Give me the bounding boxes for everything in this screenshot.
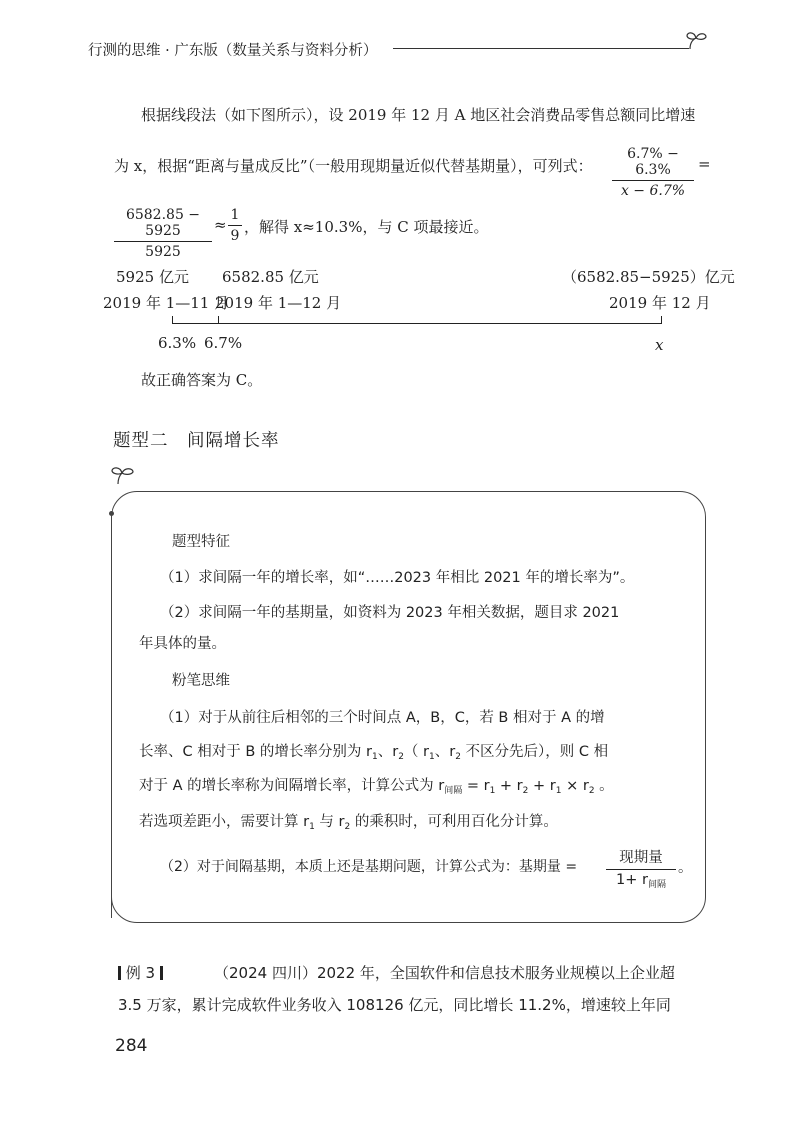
- timeline-amount-right: （6582.85−5925）亿元: [562, 268, 735, 286]
- fraction-numerator: 6582.85 − 5925: [114, 207, 212, 242]
- box-dot: [109, 511, 114, 516]
- example-line-2: 3.5 万家，累计完成软件业务收入 108126 亿元，同比增长 11.2%，增速较上年同: [118, 996, 671, 1014]
- feature-item-2-line-1: （2）求间隔一年的基期量，如资料为 2023 年相关数据，题目求 2021: [160, 605, 620, 621]
- thinking-item-1-line-1: （1）对于从前往后相邻的三个时间点 A，B，C，若 B 相对于 A 的增: [160, 710, 605, 726]
- fraction-rate-diff: [612, 146, 694, 199]
- base-period-fraction: [606, 846, 676, 890]
- example-label: 例 3: [118, 962, 163, 983]
- sprout-icon: [108, 463, 136, 485]
- fraction-denominator: 9: [230, 228, 240, 244]
- fraction-denominator: 5925: [145, 244, 181, 260]
- timeline-rate-left: 6.3%: [158, 334, 197, 352]
- example-bar-right: [160, 966, 163, 980]
- solution-line-1: 根据线段法（如下图所示），设 2019 年 12 月 A 地区社会消费品零售总额同比增速: [141, 106, 696, 124]
- thinking-item-1-line-3: 对于 A 的增长率称为间隔增长率，计算公式为 $r_{间隔} = r_1 + r_2 + r_1 \times r_2$ 。: [139, 778, 614, 796]
- timeline-tick-mid: [218, 316, 219, 324]
- timeline-date-right: 2019 年 12 月: [609, 294, 711, 312]
- fraction-numerator: 1: [228, 207, 242, 226]
- equals-sign: =: [698, 155, 711, 173]
- box-left-edge: [111, 513, 112, 918]
- solution-line-3: ，解得 x≈10.3%，与 C 项最接近。: [244, 218, 489, 236]
- approx-sign: ≈: [214, 216, 227, 234]
- thinking-item-1-line-4: 若选项差距小，需要计算 $r_1$ 与 $r_2$ 的乘积时，可利用百化分计算。: [139, 814, 558, 832]
- fraction-amount-diff: [114, 207, 212, 260]
- feature-item-2-line-2: 年具体的量。: [139, 636, 226, 652]
- timeline-amount-mid: 6582.85 亿元: [222, 268, 319, 286]
- solution-line-2: 为 x，根据“距离与量成反比”（一般用现期量近似代替基期量），可列式：: [114, 157, 593, 175]
- header-rule: [393, 48, 689, 49]
- timeline-date-mid: 2019 年 1—12 月: [215, 294, 342, 312]
- thinking-item-1-line-2: 长率、C 相对于 B 的增长率分别为 $r_1$、$r_2$（ $r_1$、$r_2$ 不区分先后），则 C 相: [139, 744, 609, 762]
- fraction-numerator: 现期量: [606, 846, 676, 870]
- page-number: 284: [115, 1036, 148, 1056]
- solution-conclusion: 故正确答案为 C。: [141, 371, 263, 389]
- formula-end-punct: 。: [678, 860, 693, 876]
- example-bar-left: [118, 966, 121, 980]
- sprout-icon: [684, 28, 714, 52]
- timeline-axis: [172, 323, 662, 324]
- feature-item-1: （1）求间隔一年的增长率，如“……2023 年相比 2021 年的增长率为”。: [160, 570, 635, 586]
- fraction-denominator: x − 6.7%: [620, 183, 686, 199]
- fraction-one-ninth: [228, 207, 242, 244]
- running-header-title: 行测的思维 · 广东版（数量关系与资料分析）: [88, 43, 378, 59]
- fraction-numerator: 6.7% − 6.3%: [612, 146, 694, 181]
- timeline-tick-left: [172, 316, 173, 324]
- timeline-date-left: 2019 年 1—11 月: [103, 294, 230, 312]
- thinking-heading: 粉笔思维: [172, 673, 230, 689]
- timeline-rate-mid: 6.7%: [204, 334, 243, 352]
- features-heading: 题型特征: [172, 534, 230, 550]
- thinking-item-2: （2）对于间隔基期，本质上还是基期问题，计算公式为：基期量 =: [160, 859, 578, 875]
- section-title: 题型二 间隔增长率: [113, 431, 280, 451]
- fraction-denominator: $1+ r_{间隔}$: [616, 872, 666, 890]
- timeline-tick-right: [661, 316, 662, 324]
- example-line-1: （2024 四川）2022 年，全国软件和信息技术服务业规模以上企业超: [214, 964, 675, 982]
- timeline-amount-left: 5925 亿元: [116, 268, 189, 286]
- timeline-rate-right: x: [655, 336, 664, 354]
